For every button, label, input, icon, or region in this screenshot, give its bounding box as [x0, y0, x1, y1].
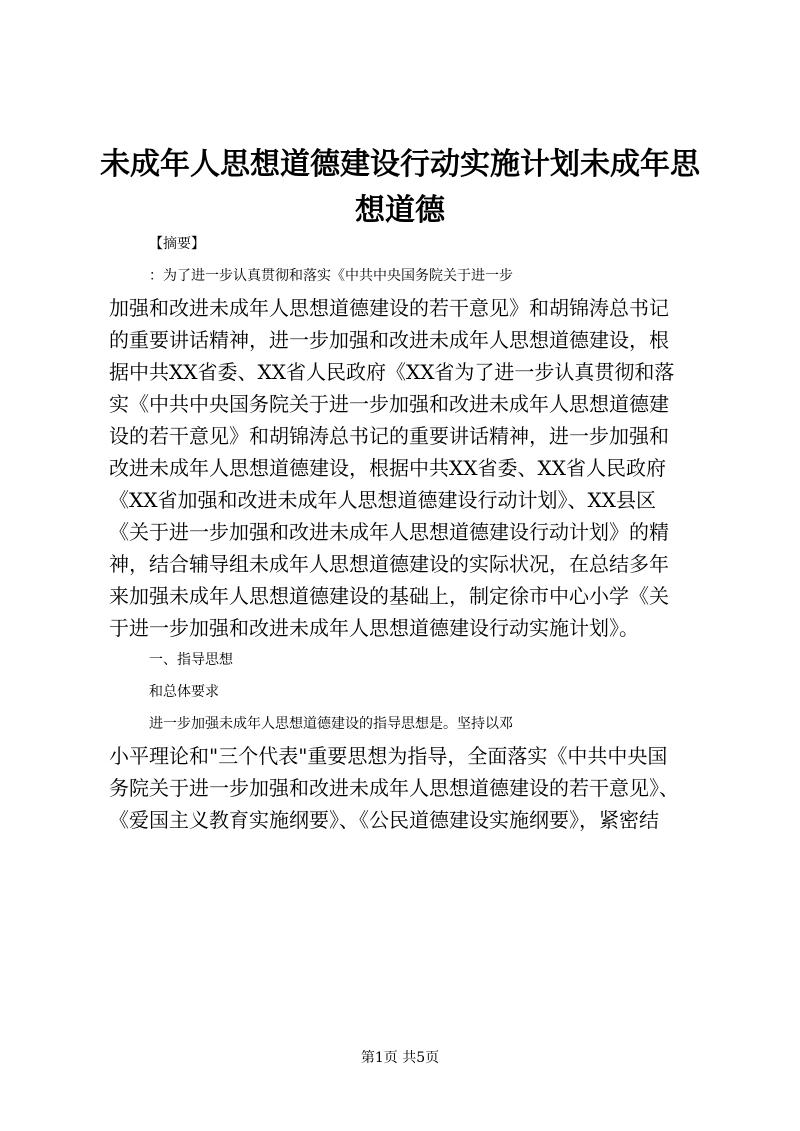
- page-footer: 第1页 共5页: [360, 1050, 440, 1066]
- body-line: 于进一步加强和改进未成年人思想道德建设行动实施计划》。: [109, 616, 639, 640]
- body-line: 务院关于进一步加强和改进未成年人思想道德建设的若干意见》、: [109, 776, 679, 800]
- body-line: 加强和改进未成年人思想道德建设的若干意见》和胡锦涛总书记: [109, 296, 669, 320]
- document-title: [60, 142, 740, 234]
- body-line: 来加强未成年人思想道德建设的基础上，制定徐市中心小学《关: [109, 584, 669, 608]
- body-line: 改进未成年人思想道德建设，根据中共XX省委、XX省人民政府: [109, 456, 666, 480]
- body-line: 一、指导思想: [149, 652, 233, 668]
- body-line: 进一步加强未成年人思想道德建设的指导思想是。坚持以邓: [149, 716, 513, 732]
- title-line-1: 未成年人思想道德建设行动实施计划未成年思: [100, 147, 700, 182]
- body-line: 据中共XX省委、XX省人民政府《XX省为了进一步认真贯彻和落: [109, 360, 675, 384]
- body-line: 和总体要求: [149, 684, 219, 700]
- body-line: 的重要讲话精神，进一步加强和改进未成年人思想道德建设，根: [109, 328, 669, 352]
- body-line: ：为了进一步认真贯彻和落实《中共中央国务院关于进一步: [149, 268, 513, 284]
- body-line: 《XX省加强和改进未成年人思想道德建设行动计划》、XX县区: [109, 488, 656, 512]
- body-line: 设的若干意见》和胡锦涛总书记的重要讲话精神，进一步加强和: [109, 424, 669, 448]
- document-body: [109, 228, 709, 836]
- body-line: 《关于进一步加强和改进未成年人思想道德建设行动计划》的精: [109, 520, 669, 544]
- body-line: 【摘要】: [149, 236, 205, 252]
- body-line: 小平理论和"三个代表"重要思想为指导，全面落实《中共中央国: [109, 744, 668, 768]
- body-line: 神，结合辅导组未成年人思想道德建设的实际状况，在总结多年: [109, 552, 669, 576]
- body-line: 《爱国主义教育实施纲要》、《公民道德建设实施纲要》，紧密结: [109, 808, 659, 832]
- title-line-2: 想道德: [355, 193, 445, 228]
- body-line: 实《中共中央国务院关于进一步加强和改进未成年人思想道德建: [109, 392, 669, 416]
